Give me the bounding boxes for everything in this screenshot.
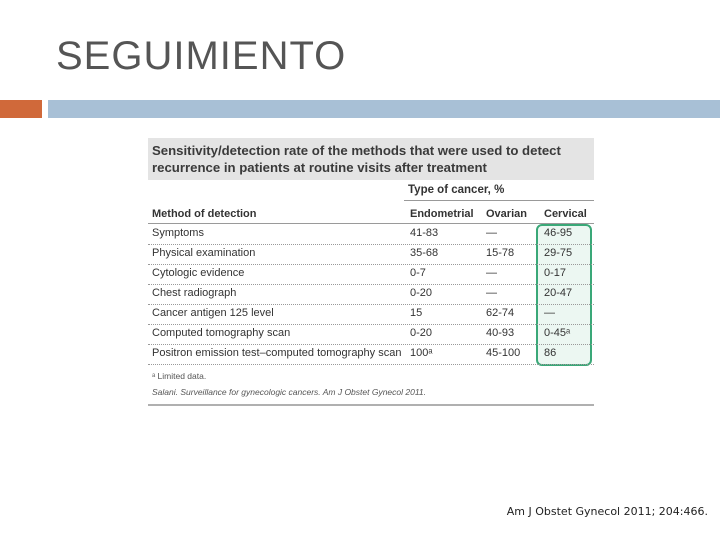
table-source: Salani. Surveillance for gynecologic cancers. Am J Obstet Gynecol 2011.	[152, 387, 427, 397]
table-row	[148, 244, 594, 265]
cell-cervical: —	[544, 307, 555, 319]
table-row	[148, 304, 594, 325]
cell-ovarian: —	[486, 227, 497, 239]
cell-ovarian: —	[486, 267, 497, 279]
cell-method: Symptoms	[152, 227, 204, 239]
cell-method: Cytologic evidence	[152, 267, 245, 279]
accent-bar-blue	[48, 100, 720, 118]
cell-method: Computed tomography scan	[152, 327, 291, 339]
header-ovarian: Ovarian	[486, 208, 527, 220]
cell-cervical: 46-95	[544, 227, 573, 239]
cell-cervical: 86	[544, 347, 557, 359]
table-row	[148, 324, 594, 345]
cell-ovarian: 15-78	[486, 247, 515, 259]
citation: Am J Obstet Gynecol 2011; 204:466.	[506, 505, 708, 518]
header-endometrial: Endometrial	[410, 208, 474, 220]
cell-ovarian: 40-93	[486, 327, 515, 339]
column-group-rule	[404, 200, 594, 201]
cell-endometrial: 41-83	[410, 227, 439, 239]
figure-header	[148, 138, 594, 180]
figure-title: Sensitivity/detection rate of the methods that were used to detect recurrence in patients at routine visits after treatment	[152, 143, 561, 175]
table-row	[148, 224, 594, 245]
cell-endometrial: 100ᵃ	[410, 347, 433, 359]
accent-bar-orange	[0, 100, 42, 118]
cell-endometrial: 0-7	[410, 267, 426, 279]
header-cervical: Cervical	[544, 208, 587, 220]
cell-method: Cancer antigen 125 level	[152, 307, 274, 319]
cell-cervical: 0-17	[544, 267, 567, 279]
cell-cervical: 0-45ᵃ	[544, 327, 571, 339]
figure-bottom-rule	[148, 404, 594, 406]
cell-endometrial: 15	[410, 307, 423, 319]
cell-ovarian: —	[486, 287, 497, 299]
cell-endometrial: 0-20	[410, 327, 433, 339]
table-figure	[148, 138, 594, 406]
cell-endometrial: 35-68	[410, 247, 439, 259]
column-group-label: Type of cancer, %	[408, 184, 505, 196]
cell-method: Chest radiograph	[152, 287, 237, 299]
cell-cervical: 20-47	[544, 287, 573, 299]
table-footnote: ᵃ Limited data.	[152, 371, 207, 381]
cell-method: Positron emission test–computed tomography scan	[152, 347, 402, 359]
cell-cervical: 29-75	[544, 247, 573, 259]
header-method: Method of detection	[152, 208, 257, 220]
table-row	[148, 344, 594, 365]
slide-title: SEGUIMIENTO	[56, 34, 347, 78]
cell-method: Physical examination	[152, 247, 256, 259]
table-row	[148, 284, 594, 305]
cell-ovarian: 45-100	[486, 347, 521, 359]
cell-ovarian: 62-74	[486, 307, 515, 319]
cell-endometrial: 0-20	[410, 287, 433, 299]
table-row	[148, 264, 594, 285]
